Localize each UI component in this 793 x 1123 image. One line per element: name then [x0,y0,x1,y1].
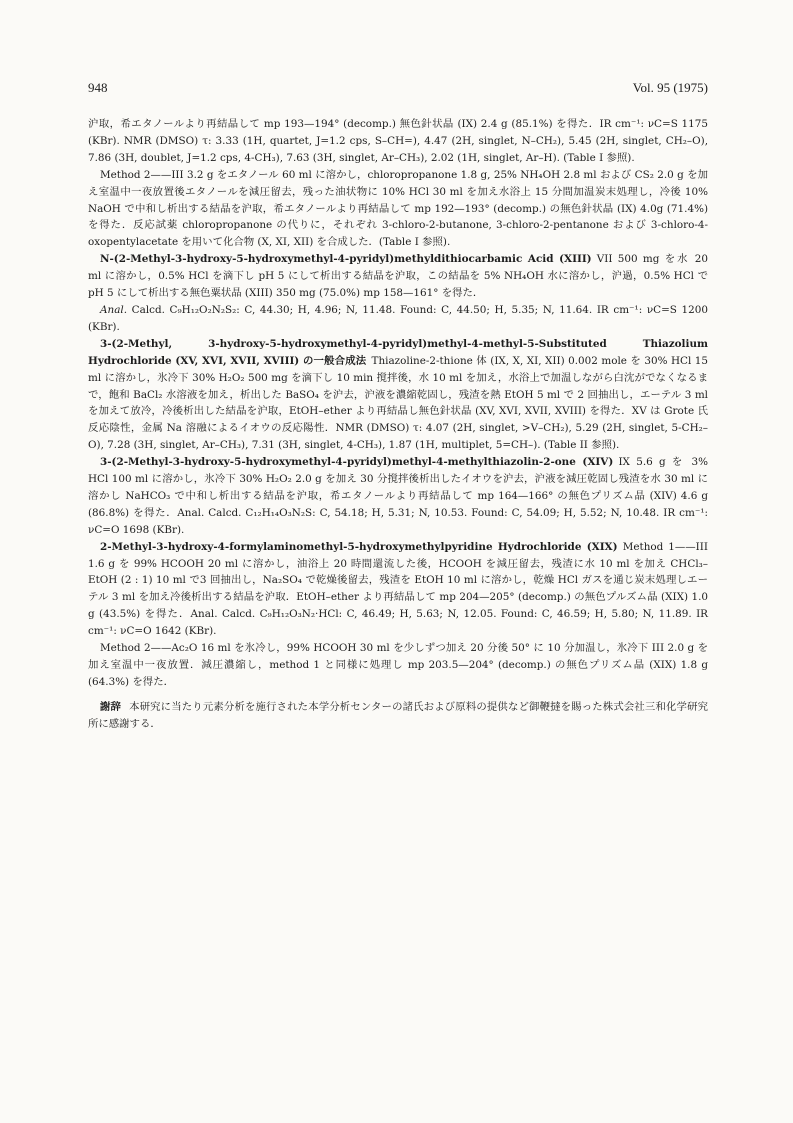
paragraph [88,539,708,640]
compound-heading: N-(2-Methyl-3-hydroxy-5-hydroxymethyl-4-pyridyl)methyldithiocarbamic Acid (XIII) [100,253,592,266]
paragraph [88,167,708,252]
acknowledgement-text: 本研究に当たり元素分析を施行された本学分析センターの諸氏および原料の提供など御鞭撻を賜った株式会社三和化学研究所に感謝する． [88,700,709,730]
paragraph [88,336,708,454]
paragraph-text: Method 1——III 1.6 g を 99% HCOOH 20 ml に溶かし，油浴上 20 時間還流した後，HCOOH を減圧留去，残渣に水 10 ml を加え CHCl₃–EtOH (2 : 1) 10 ml で3 回抽出し，Na₂SO₄ で乾燥後留去，残渣を EtOH 10 ml に溶かし，乾燥 HCl ガスを通じ炭末処理しエーテル 3 ml を加え冷後析出する結晶を沪取．EtOH–ether より再結晶して mp 204—205° (decomp.) の無色プルズム晶 (XIX) 1.0 g (43.5%) を得た．Anal. Calcd. C₉H₁₂O₃N₂·HCl: C, 46.49; H, 5.63; N, 12.05. Found: C, 46.59; H, 5.80; N, 11.89. IR cm⁻¹: νC=O 1642 (KBr). [88,540,709,638]
paragraph [88,116,708,167]
paragraph-text: Method 2——III 3.2 g をエタノール 60 ml に溶かし，chloropropanone 1.8 g, 25% NH₄OH 2.8 ml および CS₂ 2.0 g を加え室温中一夜放置後エタノールを減圧留去，残った油状物に 10% HCl 30 ml を加え水浴上 15 分間加温炭末処理し，冷後 10% NaOH で中和し析出する結晶を沪取，希エタノールより再結晶して mp 192—193° (decomp.) の無色針状晶 (IX) 4.0g (71.4%) を得た．反応試薬 chloropropanone の代りに，それぞれ 3-chloro-2-butanone, 3-chloro-2-pentanone および 3-chloro-4-oxopentylacetate を用いて化合物 (X, XI, XII) を合成した．(Table I 参照). [88,168,708,249]
article-body [88,116,708,733]
paragraph-text: Method 2——Ac₂O 16 ml を氷冷し，99% HCOOH 30 ml を少しずつ加え 20 分後 50° に 10 分加温し，氷冷下 III 2.0 g を加え室温中一夜放置．減圧濃縮し，method 1 と同様に処理し mp 203.5—204° (decomp.) の無色プリズム晶 (XIX) 1.8 g (64.3%) を得た． [88,642,708,688]
journal-volume: Vol. 95 (1975) [632,80,708,95]
compound-heading: 3-(2-Methyl-3-hydroxy-5-hydroxymethyl-4-pyridyl)methyl-4-methylthiazolin-2-one (XIV) [100,456,614,469]
paragraph-text: Calcd. C₉H₁₂O₂N₂S₂: C, 44.30; H, 4.96; N, 11.48. Found: C, 44.50; H, 5.35; N, 11.64. IR cm⁻¹: νC=S 1200 (KBr). [88,303,708,333]
running-header [88,80,708,96]
paragraph [88,640,708,691]
paragraph-text: 沪取，希エタノールより再結晶して mp 193—194° (decomp.) 無色針状晶 (IX) 2.4 g (85.1%) を得た．IR cm⁻¹: νC=S 1175 (KBr). NMR (DMSO) τ: 3.33 (1H, quartet, J=1.2 cps, S–CH=), 4.47 (2H, singlet, N–CH₂), 5.45 (2H, singlet, CH₂–O), 7.86 (3H, doublet, J=1.2 cps, 4-CH₃), 7.63 (3H, singlet, Ar–CH₃), 2.02 (1H, singlet, Ar–H). (Table I 参照). [88,118,708,164]
paragraph-text: VII 500 mg を水 20 ml に溶かし，0.5% HCl を滴下し pH 5 にして析出する結晶を沪取，この結晶を 5% NH₄OH 水に溶かし，沪過，0.5% HCl で pH 5 にして析出する無色粟状晶 (XIII) 350 mg (75.0%) mp 158—161° を得た． [88,253,709,300]
compound-heading: 2-Methyl-3-hydroxy-4-formylaminomethyl-5-hydroxymethylpyridine Hydrochloride (XIX) [100,540,618,553]
compound-heading: 3-(2-Methyl, 3-hydroxy-5-hydroxymethyl-4-pyridyl)methyl-4-methyl-5-Substituted Thiazolium Hydrochloride (XV, XVI, XVII, XVIII) の一般合成法 [88,337,708,367]
paragraph [88,302,708,336]
paragraph [88,251,708,302]
acknowledgement [88,699,708,733]
acknowledgement-label: 謝辞 [100,700,122,713]
paragraph [88,454,708,539]
analysis-lead: Anal. [100,303,128,316]
page-number: 948 [88,80,108,95]
paragraph-text: IX 5.6 g を 3% HCl 100 ml に溶かし，氷冷下 30% H₂O₂ 2.0 g を加え 30 分撹拌後析出したイオウを沪去，沪液を減圧乾固し残渣を水 30 ml に溶かし NaHCO₃ で中和し析出する結晶を沪取，希エタノールより再結晶して mp 164—166° の無色プリズム晶 (XIV) 4.6 g (86.8%) を得た．Anal. Calcd. C₁₂H₁₄O₃N₂S: C, 54.18; H, 5.31; N, 10.53. Found: C, 54.09; H, 5.52; N, 10.48. IR cm⁻¹: νC=O 1698 (KBr). [88,456,708,536]
paragraph-text: Thiazoline-2-thione 体 (IX, X, XI, XII) 0.002 mole を 30% HCl 15 ml に溶かし，氷冷下 30% H₂O₂ 500 mg を滴下し 10 min 撹拌後，水 10 ml を加え，水浴上で加温しながら白沈がでなくなるまで，飽和 BaCl₂ 水溶液を加え，析出した BaSO₄ を沪去，沪液を濃縮乾固し，残渣を熱 EtOH 5 ml で 2 回抽出し，エーテル 3 ml を加えて放冷，冷後析出した結晶を沪取，EtOH–ether より再結晶し無色針状晶 (XV, XVI, XVII, XVIII) を得た．XV は Grote 氏反応陰性，金属 Na 溶融によるイオウの反応陽性．NMR (DMSO) τ: 4.07 (2H, singlet, >V–CH₂), 5.29 (2H, singlet, 5-CH₂–O), 7.28 (3H, singlet, Ar–CH₃), 7.31 (3H, singlet, 4-CH₃), 1.87 (1H, multiplet, 5=CH–). (Table II 参照). [88,354,708,452]
